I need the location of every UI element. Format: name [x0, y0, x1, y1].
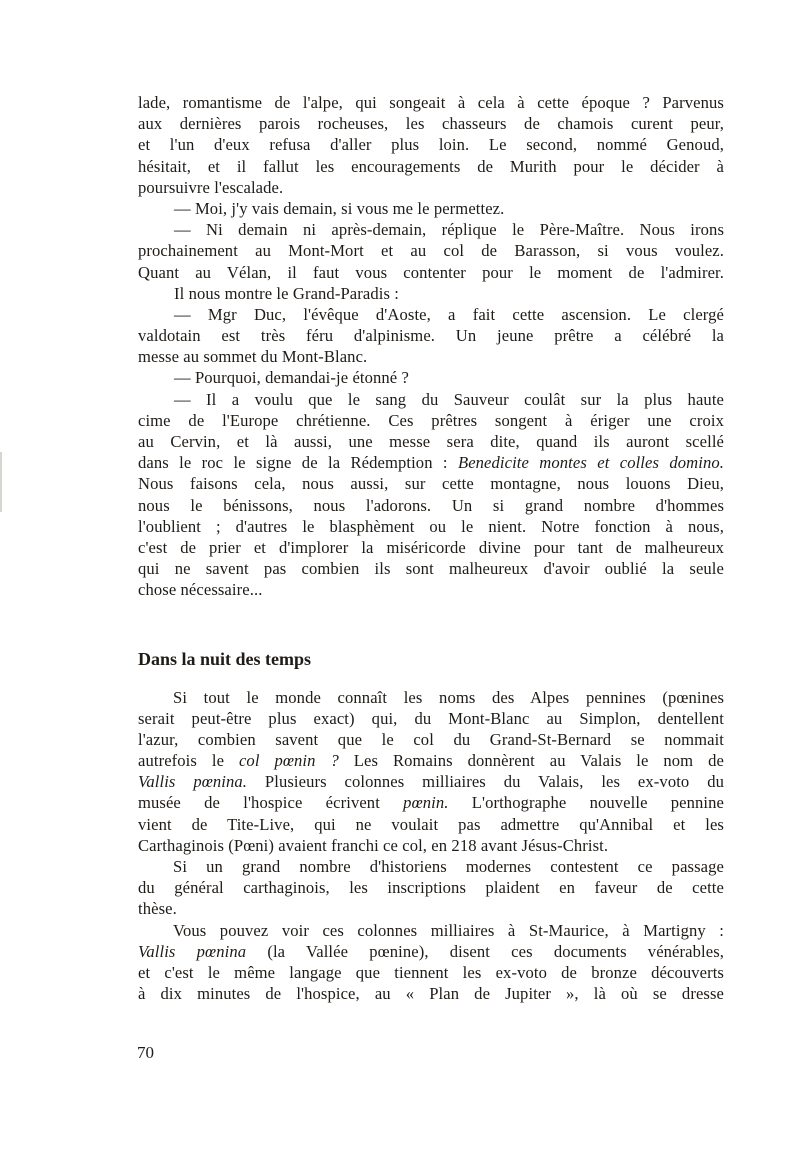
text-line: hésitait, et il fallut les encouragements de Murith pour le décider à	[138, 156, 724, 176]
text-line	[138, 452, 724, 473]
text-span: Les Romains donnèrent au Valais le nom de	[338, 751, 724, 771]
narration-line: Il nous montre le Grand-Paradis :	[174, 283, 399, 303]
dialogue-paragraph	[138, 389, 724, 601]
text-line	[138, 750, 724, 771]
italic-term: col pœnin ?	[238, 751, 339, 771]
text-line: vient de Tite-Live, qui ne voulait pas admettre qu'Annibal et les	[138, 814, 724, 834]
section-spacer	[138, 601, 724, 647]
text-line: c'est de prier et d'implorer la miséricorde divine pour tant de malheureux	[138, 537, 724, 557]
text-span: Plusieurs colonnes milliaires du Valais, les ex-voto du	[247, 772, 724, 792]
section-heading: Dans la nuit des temps	[138, 648, 312, 669]
text-line: l'azur, combien savent que le col du Grand-St-Bernard se nommait	[138, 729, 724, 749]
italic-term: pœnin.	[403, 793, 449, 813]
text-line: du général carthaginois, les inscriptions plaident en faveur de cette	[138, 878, 724, 898]
italic-term: Vallis pœnina	[138, 941, 247, 961]
text-line: Si tout le monde connaît les noms des Alpes pennines (pœnines	[173, 687, 724, 707]
text-line: lade, romantisme de l'alpe, qui songeait à cela à cette époque ? Parvenus	[138, 93, 724, 112]
text-line: qui ne savent pas combien ils sont malheureux d'avoir oublié la seule	[138, 559, 724, 579]
text-line: au Cervin, et là aussi, une messe sera dite, quand ils auront scellé	[138, 432, 724, 451]
page-number: 70	[137, 1043, 154, 1062]
text-line: aux dernières parois rocheuses, les chasseurs de chamois curent peur,	[138, 114, 724, 134]
dialogue-line: — Moi, j'y vais demain, si vous me le permettez.	[174, 198, 505, 218]
page-body	[138, 92, 724, 1004]
paragraph-colonnes	[138, 920, 724, 1005]
text-line: Vous pouvez voir ces colonnes milliaires à St-Maurice, à Martigny :	[173, 920, 724, 940]
text-line: — Mgr Duc, l'évêque d'Aoste, a fait cette ascension. Le clergé	[174, 304, 724, 324]
text-line: thèse.	[138, 899, 177, 919]
text-line	[138, 792, 724, 813]
text-line: Si un grand nombre d'historiens modernes contestent ce passage	[173, 857, 724, 876]
text-span: L'orthographe nouvelle pennine	[448, 793, 725, 813]
paragraph-alpes	[138, 687, 724, 857]
dialogue-paragraph	[138, 219, 724, 283]
italic-term: Vallis pœnina.	[138, 772, 248, 792]
text-line: Quant au Vélan, il faut vous contenter pour le moment de l'admirer.	[138, 262, 724, 282]
text-line: Carthaginois (Pœni) avaient franchi ce col, en 218 avant Jésus-Christ.	[138, 835, 609, 855]
text-line: et c'est le même langage que tiennent les ex-voto de bronze découverts	[138, 962, 724, 982]
text-line: poursuivre l'escalade.	[138, 177, 284, 197]
text-line: cime de l'Europe chrétienne. Ces prêtres songent à ériger une croix	[138, 410, 724, 430]
text-line: nous le bénissons, nous l'adorons. Un si grand nombre d'hommes	[138, 495, 724, 515]
paragraph-continuation	[138, 92, 724, 198]
text-line	[138, 771, 724, 792]
text-line: prochainement au Mont-Mort et au col de Barasson, si vous voulez.	[138, 241, 724, 261]
text-span: dans le roc le signe de la Rédemption :	[138, 453, 458, 473]
text-line: messe au sommet du Mont-Blanc.	[138, 347, 368, 367]
dialogue-paragraph	[138, 304, 724, 368]
text-span: (la Vallée pœnine), disent ces documents vénérables,	[246, 941, 724, 961]
text-span: autrefois le	[138, 751, 239, 771]
text-line	[138, 941, 724, 962]
text-line: serait peut-être plus exact) qui, du Mont-Blanc au Simplon, dentellent	[138, 708, 724, 728]
latin-quote: Benedicite montes et colles domino.	[457, 453, 724, 473]
text-line: — Ni demain ni après-demain, réplique le Père-Maître. Nous irons	[174, 220, 724, 240]
text-span: musée de l'hospice écrivent	[138, 793, 404, 813]
text-line: à dix minutes de l'hospice, au « Plan de Jupiter », là où se dresse	[138, 984, 724, 1004]
text-line: chose nécessaire...	[138, 580, 263, 600]
text-line: — Il a voulu que le sang du Sauveur coulât sur la plus haute	[174, 389, 724, 409]
scan-edge-mark	[0, 452, 2, 512]
text-line: Nous faisons cela, nous aussi, sur cette montagne, nous louons Dieu,	[138, 474, 724, 494]
paragraph-historiens	[138, 856, 724, 920]
text-line: et l'un d'eux refusa d'aller plus loin. Le second, nommé Genoud,	[138, 135, 724, 155]
text-line: l'oublient ; d'autres le blasphèment ou le nient. Notre fonction à nous,	[138, 516, 724, 536]
dialogue-line: — Pourquoi, demandai-je étonné ?	[174, 368, 409, 388]
text-line: valdotain est très féru d'alpinisme. Un jeune prêtre a célébré la	[138, 326, 724, 346]
